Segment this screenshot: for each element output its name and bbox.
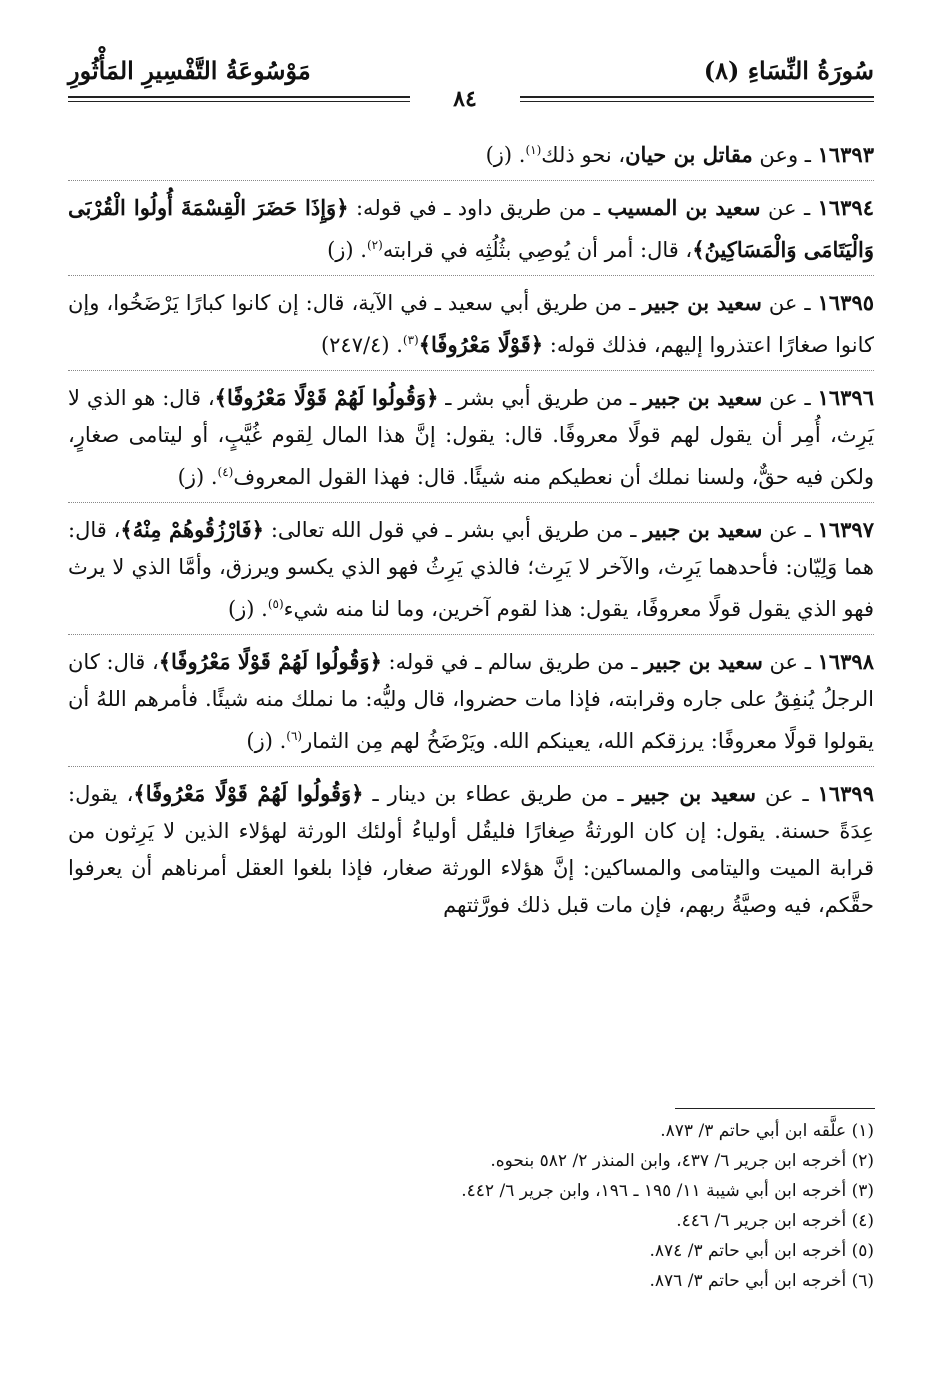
footnote-ref: (٥) — [267, 597, 284, 611]
quran-verse: ﴿وَقُولُوا لَهُمْ قَوْلًا مَعْرُوفًا﴾ — [158, 649, 382, 674]
footnote-ref: (٦) — [286, 729, 303, 743]
footnote-5: (٥) أخرجه ابن أبي حاتم ٣/ ٨٧٤. — [649, 1241, 874, 1261]
footnote-ref: (١) — [525, 143, 542, 157]
entry-16393: ١٦٣٩٣ ـ وعن مقاتل بن حيان، نحو ذلك$^{(١)}$. (ز) — [68, 132, 874, 181]
quran-verse: ﴿فَارْزُقُوهُمْ مِنْهُ﴾ — [120, 517, 264, 542]
narrator-name: سعيد بن جبير — [644, 649, 763, 674]
entry-16394: ١٦٣٩٤ ـ عن سعيد بن المسيب ـ من طريق داود ـ في قوله: ﴿وَإِذَا حَضَرَ الْقِسْمَةَ أُولُوا الْقُرْبَى وَالْيَتَامَى وَالْمَسَاكِينُ﴾، قال: أمر أن يُوصِي بثُلُثِه في قرابته$^{(٢)}$. (ز) — [68, 189, 874, 276]
footnote-ref: (٤) — [217, 465, 234, 479]
footnote-ref: (٣) — [402, 333, 419, 347]
narrator-name: مقاتل بن حيان — [625, 142, 753, 167]
footnote-6: (٦) أخرجه ابن أبي حاتم ٣/ ٨٧٦. — [649, 1271, 874, 1291]
page-number: ٨٤ — [410, 86, 520, 114]
footnotes — [68, 1116, 874, 1296]
quran-verse: ﴿قَوْلًا مَعْرُوفًا﴾ — [418, 332, 544, 357]
footnote-3: (٣) أخرجه ابن أبي شيبة ١١/ ١٩٥ ـ ١٩٦، وابن جرير ٦/ ٤٤٢. — [461, 1181, 874, 1201]
entry-16399: ١٦٣٩٩ ـ عن سعيد بن جبير ـ من طريق عطاء بن دينار ـ ﴿وَقُولُوا لَهُمْ قَوْلًا مَعْرُوفًا﴾، يقول: عِدَةً حسنة. يقول: إن كان الورثةُ صِغارًا فليقُل أولياءُ أولئك الورثة لهؤلاء الذين لا يَرِثون من قرابة الميت واليتامى والمساكين: إنَّ هؤلاء الورثة صغار، فإذا بلغوا العقل أمرناهم أن يعرفوا حقَّكم، فيه وصيَّةُ ربهم، فإن مات قبل ذلك فورَّثتهم — [68, 781, 874, 917]
book-title: مَوْسُوعَةُ التَّفْسِيرِ المَأْثُورِ — [68, 56, 311, 85]
entry-16397: ١٦٣٩٧ ـ عن سعيد بن جبير ـ من طريق أبي بشر ـ في قول الله تعالى: ﴿فَارْزُقُوهُمْ مِنْهُ﴾، قال: هما وَلِيّان: فأحدهما يَرِث، والآخر لا يَرِث؛ فالذي يَرِثُ فهو الذي يكسو ويرزق، وأمَّا الذي لا يرث فهو الذي يقول قولًا معروفًا، يقول: هذا لقوم آخرين، وما لنا منه شيء$^{(٥)}$. (ز) — [68, 511, 874, 635]
footnote-4: (٤) أخرجه ابن جرير ٦/ ٤٤٦. — [676, 1211, 874, 1231]
narrator-name: سعيد بن جبير — [642, 290, 762, 315]
entry-16395: ١٦٣٩٥ ـ عن سعيد بن جبير ـ من طريق أبي سعيد ـ في الآية، قال: إن كانوا كبارًا يَرْضَخُوا، وإن كانوا صغارًا اعتذروا إليهم، فذلك قوله: ﴿قَوْلًا مَعْرُوفًا﴾$^{(٣)}$. (٢٤٧/٤) — [68, 284, 874, 371]
footnote-2: (٢) أخرجه ابن جرير ٦/ ٤٣٧، وابن المنذر ٢/ ٥٨٢ بنحوه. — [490, 1151, 874, 1171]
main-text — [68, 132, 874, 938]
footnote-1: (١) علَّقه ابن أبي حاتم ٣/ ٨٧٣. — [660, 1121, 874, 1141]
narrator-name: سعيد بن المسيب — [607, 195, 761, 220]
footnote-ref: (٢) — [366, 238, 383, 252]
narrator-name: سعيد بن جبير — [632, 781, 756, 806]
entry-16398: ١٦٣٩٨ ـ عن سعيد بن جبير ـ من طريق سالم ـ في قوله: ﴿وَقُولُوا لَهُمْ قَوْلًا مَعْرُوفًا﴾، قال: كان الرجلُ يُنفِقُ على جاره وقرابته، فإذا مات حضروا، قال وليُّه: ما نملك منه شيئًا. فأمرهم اللهُ أن يقولوا قولًا معروفًا: يرزقكم الله، يعينكم الله. ويَرْضَخُ لهم مِن الثمار$^{(٦)}$. (ز) — [68, 643, 874, 767]
footnote-rule — [675, 1108, 875, 1109]
quran-verse: ﴿وَإِذَا حَضَرَ الْقِسْمَةَ أُولُوا الْقُرْبَى وَالْيَتَامَى وَالْمَسَاكِينُ﴾ — [68, 195, 874, 262]
quran-verse: ﴿وَقُولُوا لَهُمْ قَوْلًا مَعْرُوفًا﴾ — [214, 385, 439, 410]
quran-verse: ﴿وَقُولُوا لَهُمْ قَوْلًا مَعْرُوفًا﴾ — [133, 781, 364, 806]
narrator-name: سعيد بن جبير — [643, 517, 763, 542]
narrator-name: سعيد بن جبير — [643, 385, 763, 410]
entry-16396: ١٦٣٩٦ ـ عن سعيد بن جبير ـ من طريق أبي بشر ـ ﴿وَقُولُوا لَهُمْ قَوْلًا مَعْرُوفًا﴾، قال: هو الذي لا يَرِث، أُمِر أن يقول لهم قولًا معروفًا. قال: يقول: إنَّ هذا المال لِقوم غُيَّبٍ، أو ليتامى صغارٍ، ولكن فيه حقٌّ، ولسنا نملك أن نعطيكم منه شيئًا. قال: فهذا القول المعروف$^{(٤)}$. (ز) — [68, 379, 874, 503]
surah-title: سُورَةُ النِّسَاءِ (٨) — [703, 56, 874, 85]
